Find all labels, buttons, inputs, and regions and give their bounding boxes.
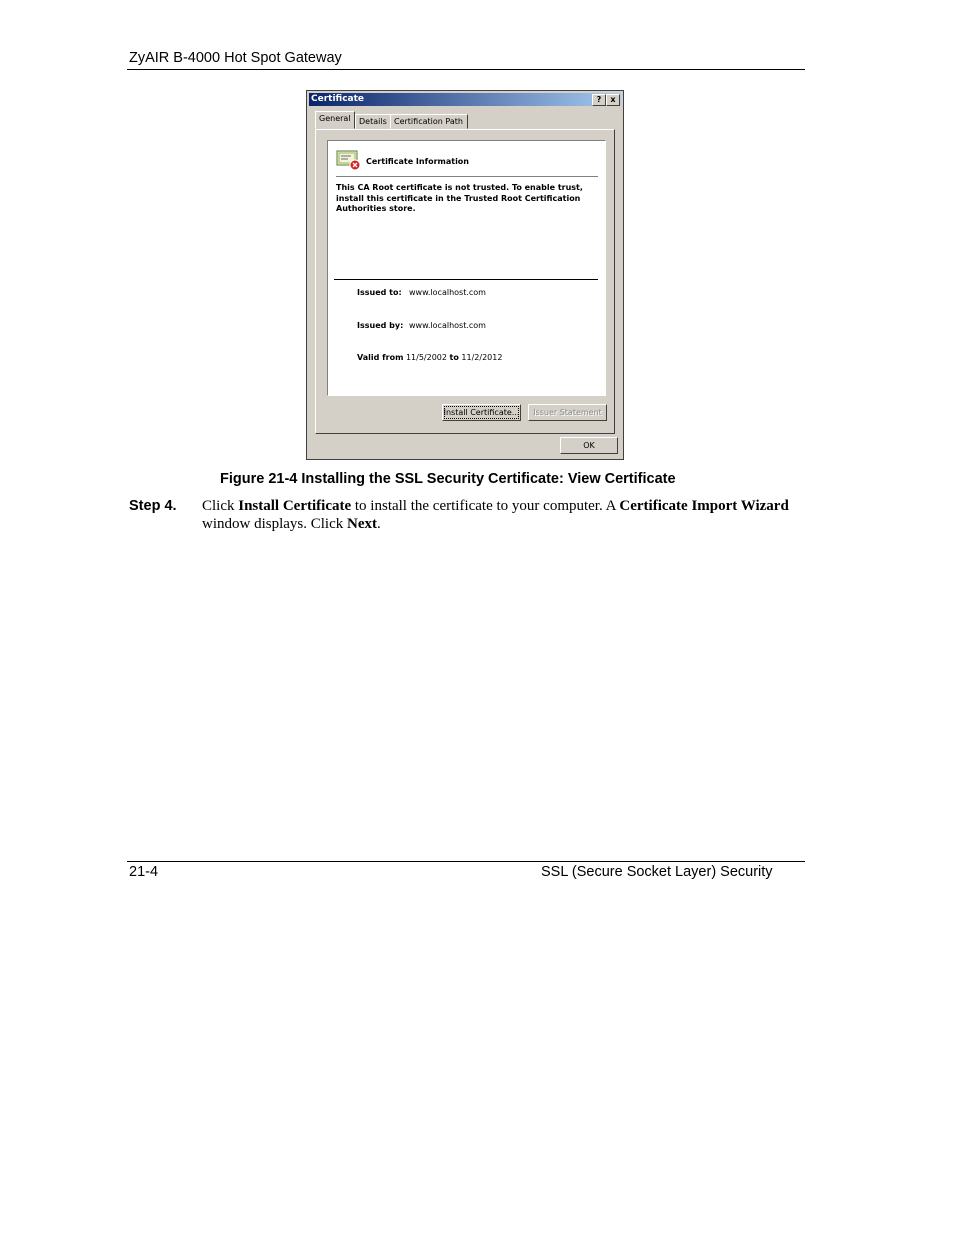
close-button[interactable]: x [606,94,620,106]
step-install-certificate-term: Install Certificate [238,498,352,514]
step-label: Step 4. [129,498,177,514]
step-text-2: to install the certificate to your computer. A [351,498,620,514]
details-separator [334,279,598,280]
certificate-dialog [306,90,624,460]
certificate-error-icon [336,149,362,171]
general-tab-panel [315,129,615,434]
issuer-statement-button[interactable]: Issuer Statement [528,404,607,421]
step-text-4: . [377,516,381,532]
dialog-titlebar [309,93,621,106]
heading-separator [336,176,598,177]
certificate-info-heading: Certificate Information [366,157,469,166]
step-import-wizard-term: Certificate Import Wizard [619,498,789,514]
valid-from-label: Valid from [357,353,404,362]
page-number: 21-4 [129,864,159,880]
figure-caption: Figure 21-4 Installing the SSL Security Certificate: View Certificate [220,471,676,487]
tab-certification-path[interactable]: Certification Path [390,114,468,129]
chapter-title: SSL (Secure Socket Layer) Security [541,864,773,880]
certificate-info-box [327,140,606,396]
install-certificate-button[interactable]: Install Certificate... [442,404,521,421]
running-header-title: ZyAIR B-4000 Hot Spot Gateway [129,50,342,66]
tab-general[interactable]: General [315,111,355,129]
step-next-term: Next [347,516,377,532]
issued-to-value: www.localhost.com [409,288,486,297]
valid-to-label: to [449,353,459,362]
step-text-1: Click [202,498,239,514]
ok-button[interactable]: OK [560,437,618,454]
tab-details[interactable]: Details [355,114,391,129]
issued-to-label: Issued to: [357,288,402,297]
dialog-title: Certificate [311,94,365,104]
valid-from-value: 11/5/2002 [405,353,447,362]
help-button[interactable]: ? [592,94,606,106]
footer-rule [127,861,805,862]
trust-warning-message: This CA Root certificate is not trusted. To enable trust, install this certificate in the Trusted Root Certification Authorities store. [336,183,583,213]
validity-row [357,353,502,362]
issued-by-value: www.localhost.com [409,321,486,330]
issued-by-label: Issued by: [357,321,404,330]
step-instructions [202,497,792,533]
step-text-3: window displays. Click [202,516,347,532]
header-rule [127,69,805,70]
valid-to-value: 11/2/2012 [461,353,503,362]
